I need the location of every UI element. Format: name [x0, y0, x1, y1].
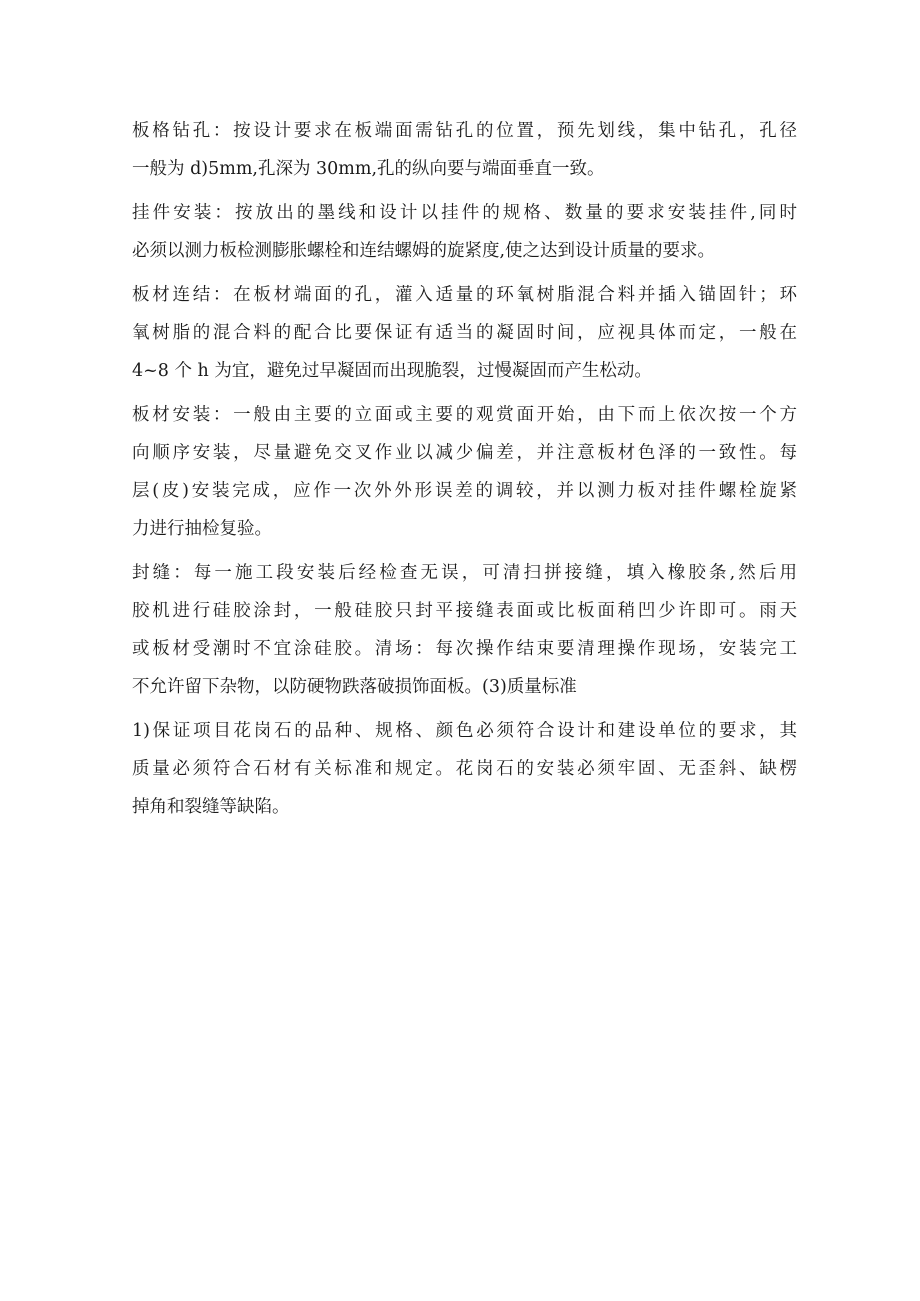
text-line: 1)保证项目花岗石的品种、规格、颜色必须符合设计和建设单位的要求，其 [132, 721, 797, 741]
text-line: 层(皮)安装完成，应作一次外外形误差的调较，并以测力板对挂件螺栓旋紧 [132, 481, 797, 501]
paragraph-panel-installation [132, 396, 797, 548]
text-line: 板材连结：在板材端面的孔，灌入适量的环氧树脂混合料并插入锚固针；环 [132, 285, 797, 305]
text-line: 一般为 d)5mm,孔深为 30mm,孔的纵向要与端面垂直一致。 [132, 159, 605, 179]
text-line: 封缝：每一施工段安装后经检查无误，可清扫拼接缝，填入橡胶条,然后用 [132, 563, 797, 583]
paragraph-joint-sealing [132, 554, 797, 706]
text-line: 胶机进行硅胶涂封，一般硅胶只封平接缝表面或比板面稍凹少许即可。雨天 [132, 601, 797, 621]
paragraph-panel-drilling [132, 112, 797, 188]
document-body [132, 112, 797, 832]
text-line: 板格钻孔：按设计要求在板端面需钻孔的位置，预先划线，集中钻孔，孔径 [132, 121, 797, 141]
text-line: 不允许留下杂物，以防硬物跌落破损饰面板。(3)质量标准 [132, 677, 577, 697]
text-line: 质量必须符合石材有关标准和规定。花岗石的安装必须牢固、无歪斜、缺楞 [132, 759, 797, 779]
text-line: 必须以测力板检测膨胀螺栓和连结螺姆的旋紧度,使之达到设计质量的要求。 [132, 241, 716, 261]
text-line: 掉角和裂缝等缺陷。 [132, 797, 290, 817]
text-line: 力进行抽检复验。 [132, 519, 272, 539]
paragraph-hanger-installation [132, 194, 797, 270]
paragraph-quality-guarantee [132, 712, 797, 826]
text-line: 4~8 个 h 为宜，避免过早凝固而出现脆裂，过慢凝固而产生松动。 [132, 361, 652, 381]
paragraph-panel-connection [132, 276, 797, 390]
text-line: 氧树脂的混合料的配合比要保证有适当的凝固时间，应视具体而定，一般在 [132, 323, 797, 343]
text-line: 或板材受潮时不宜涂硅胶。清场：每次操作结束要清理操作现场，安装完工 [132, 639, 797, 659]
text-line: 向顺序安装，尽量避免交叉作业以减少偏差，并注意板材色泽的一致性。每 [132, 443, 797, 463]
text-line: 板材安装：一般由主要的立面或主要的观赏面开始，由下而上依次按一个方 [132, 405, 797, 425]
text-line: 挂件安装：按放出的墨线和设计以挂件的规格、数量的要求安装挂件,同时 [132, 203, 797, 223]
